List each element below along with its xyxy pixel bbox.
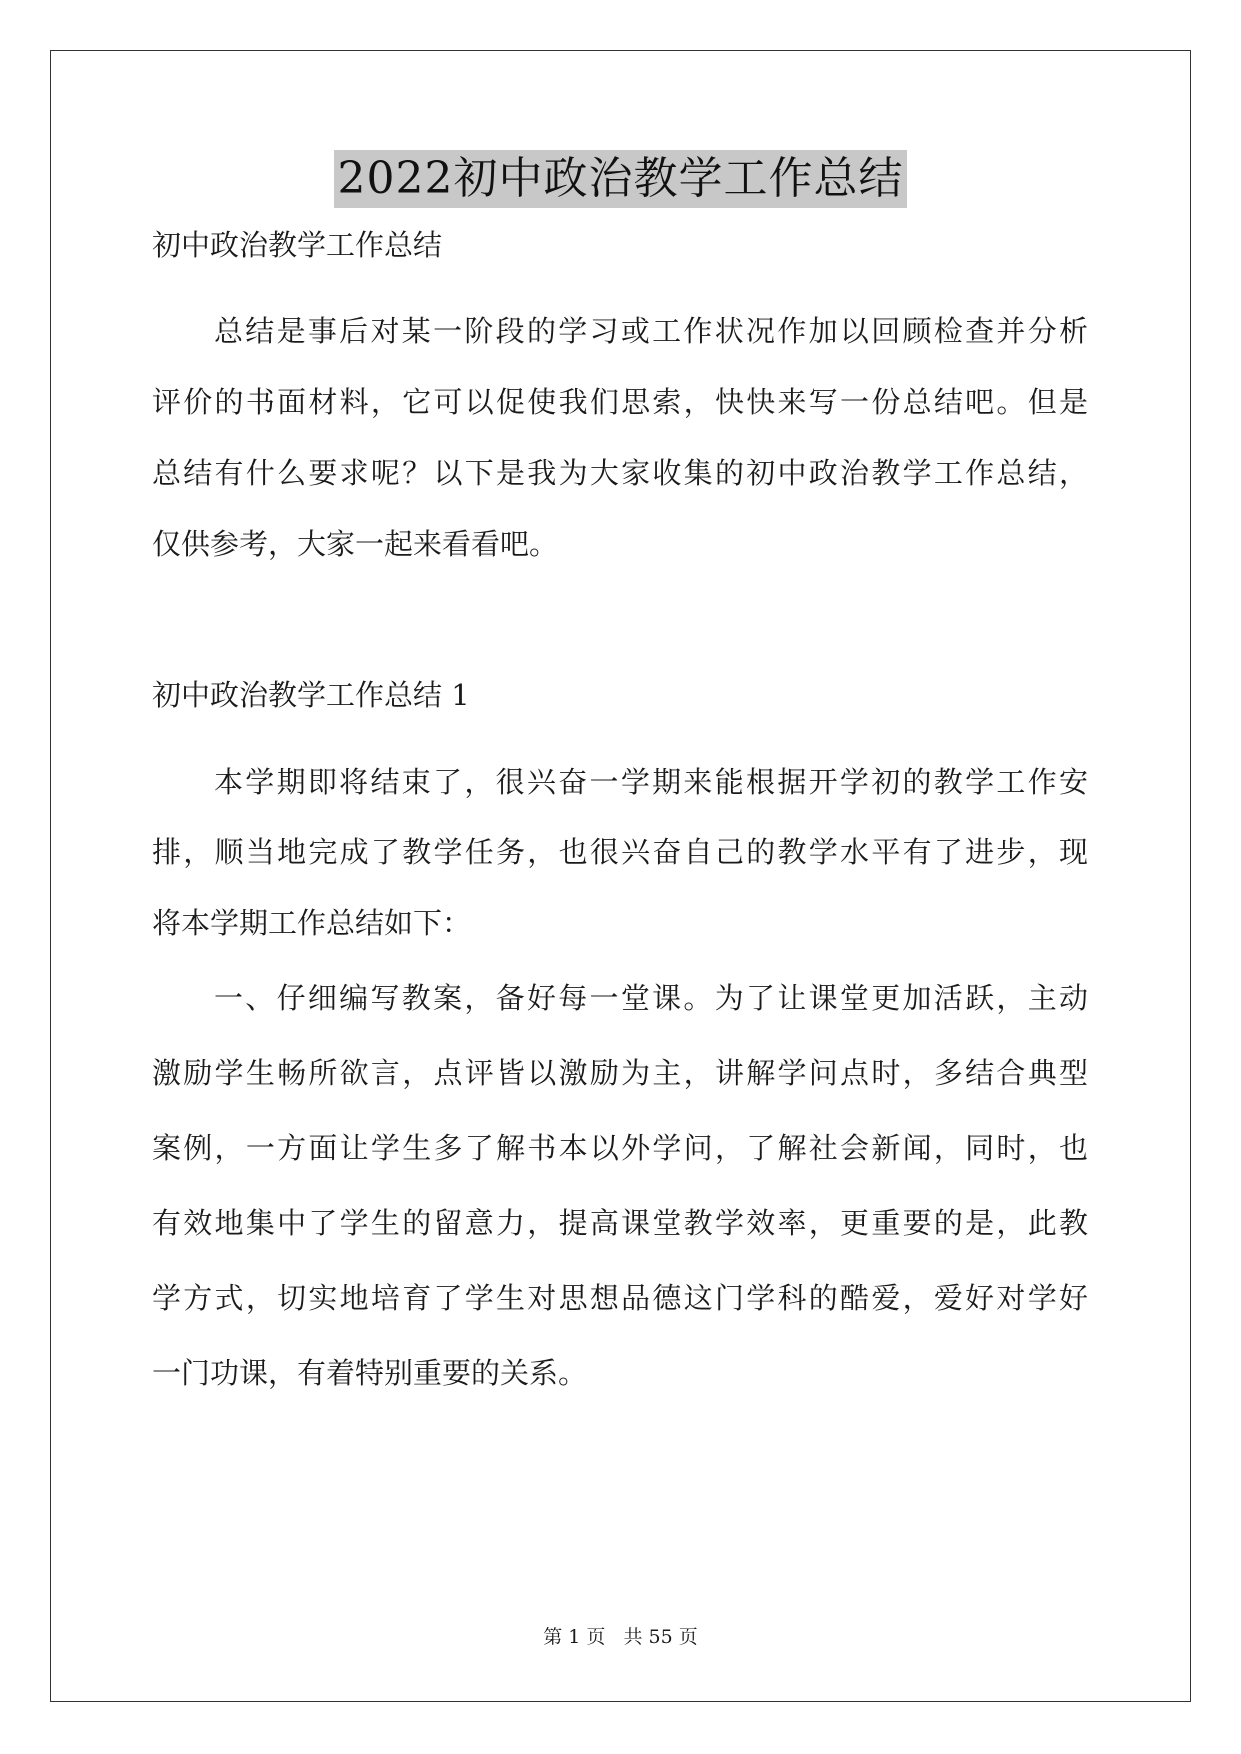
paragraph-line: 学方式，切实地培育了学生对思想品德这门学科的酷爱，爱好对学好 [152, 1281, 1088, 1315]
paragraph-line: 激励学生畅所欲言，点评皆以激励为主，讲解学问点时，多结合典型 [152, 1056, 1088, 1090]
intro-line: 总结有什么要求呢？以下是我为大家收集的初中政治教学工作总结， [152, 456, 1088, 490]
title-container [0, 150, 1241, 208]
page-number: 第 1 页 [543, 1626, 606, 1648]
paragraph-line: 一、仔细编写教案，备好每一堂课。为了让课堂更加活跃，主动 [214, 981, 1088, 1015]
paragraph-line: 将本学期工作总结如下： [152, 906, 472, 940]
page-border [50, 50, 1191, 1702]
document-subtitle: 初中政治教学工作总结 [152, 228, 443, 262]
section-heading: 初中政治教学工作总结 1 [152, 678, 470, 712]
paragraph-line: 本学期即将结束了，很兴奋一学期来能根据开学初的教学工作安 [214, 765, 1088, 799]
total-pages: 共 55 页 [623, 1626, 698, 1648]
document-title: 2022初中政治教学工作总结 [334, 150, 908, 208]
intro-line: 评价的书面材料，它可以促使我们思索，快快来写一份总结吧。但是 [152, 385, 1088, 419]
paragraph-line: 一门功课，有着特别重要的关系。 [152, 1356, 588, 1390]
paragraph-line: 案例，一方面让学生多了解书本以外学问，了解社会新闻，同时，也 [152, 1131, 1088, 1165]
intro-line: 总结是事后对某一阶段的学习或工作状况作加以回顾检查并分析 [214, 314, 1088, 348]
page-footer [0, 1625, 1241, 1649]
intro-line: 仅供参考，大家一起来看看吧。 [152, 527, 559, 561]
paragraph-line: 排，顺当地完成了教学任务，也很兴奋自己的教学水平有了进步，现 [152, 835, 1088, 869]
paragraph-line: 有效地集中了学生的留意力，提高课堂教学效率，更重要的是，此教 [152, 1206, 1088, 1240]
